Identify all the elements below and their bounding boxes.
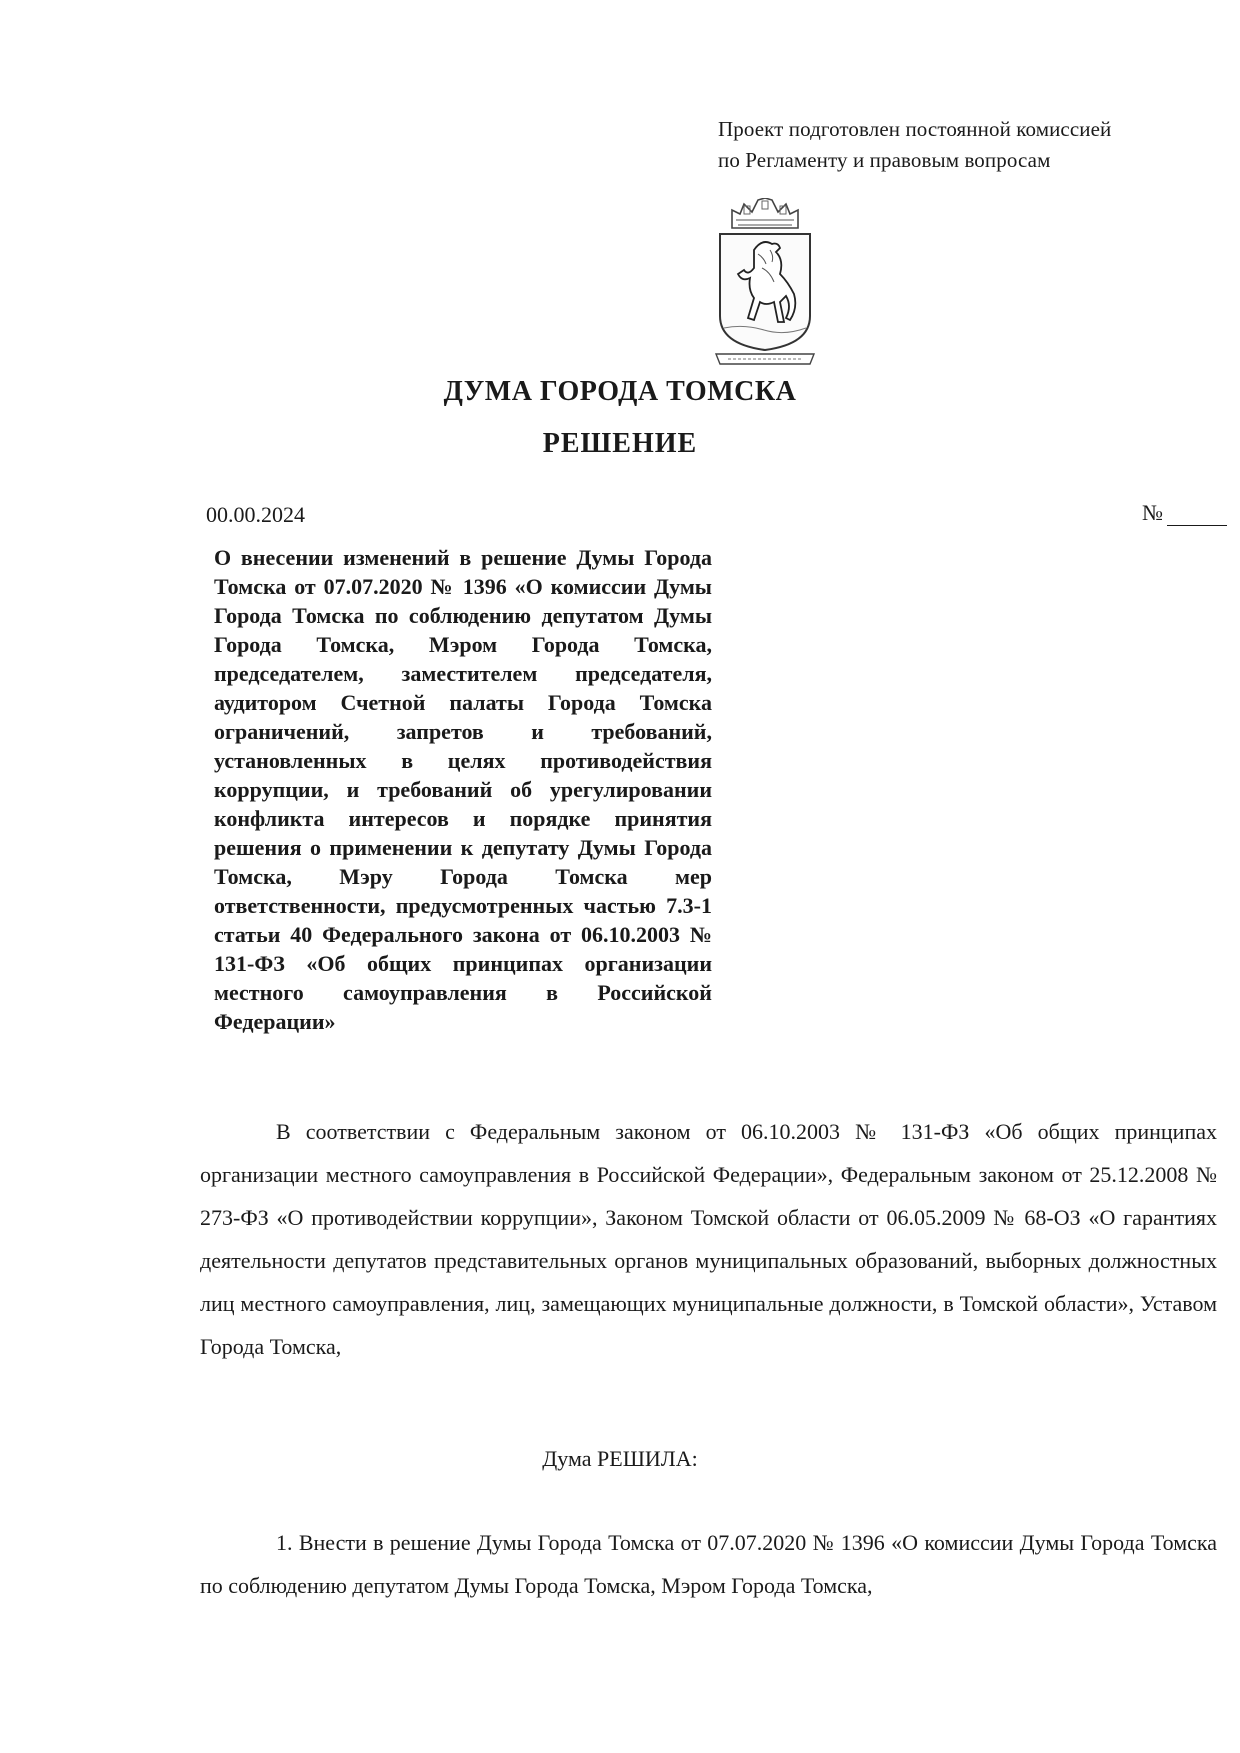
resolved-heading: Дума РЕШИЛА: <box>542 1446 698 1471</box>
preamble <box>200 1110 1217 1368</box>
decision-date: 00.00.2024 <box>206 502 305 527</box>
number-label: № <box>1142 500 1163 525</box>
preamble-paragraph: В соответствии с Федеральным законом от 06.10.2003 № 131-ФЗ «Об общих принципах организации местного самоуправления в Российской Федерации», Федеральным законом от 25.12.2008 № 273-ФЗ «О противодействии коррупции», Законом Томской области от 06.05.2009 № 68-ОЗ «О гарантиях деятельности депутатов представительных органов муниципальных образований, выборных должностных лиц местного самоуправления, лиц, замещающих муниципальные должности, в Томской области», Уставом Города Томска, <box>200 1119 1217 1359</box>
organization-title: ДУМА ГОРОДА ТОМСКА <box>443 376 797 407</box>
decision-item-1 <box>200 1521 1217 1607</box>
decision-item-1-text: 1. Внести в решение Думы Города Томска от 07.07.2020 № 1396 «О комиссии Думы Города Томска по соблюдению депутатом Думы Города Томска, Мэром Города Томска, <box>200 1530 1217 1598</box>
prepared-by-line-2: по Регламенту и правовым вопросам <box>718 148 1051 172</box>
prepared-by-line-1: Проект подготовлен постоянной комиссией <box>718 117 1112 141</box>
prepared-by-note <box>718 114 1111 176</box>
decision-subject: О внесении изменений в решение Думы Города Томска от 07.07.2020 № 1396 «О комиссии Думы Города Томска по соблюдению депутатом Думы Города Томска, Мэром Города Томска, председателем, заместителем председателя, аудитором Счетной палаты Города Томска ограничений, запретов и требований, установленных в целях противодействия коррупции, и требований об урегулировании конфликта интересов и порядке принятия решения о применении к депутату Думы Города Томска, Мэру Города Томска мер ответственности, предусмотренных частью 7.3-1 статьи 40 Федерального закона от 06.10.2003 № 131-ФЗ «Об общих принципах организации местного самоуправления в Российской Федерации» <box>214 545 712 1034</box>
tomsk-coat-of-arms-icon <box>714 198 816 366</box>
decision-number <box>1142 500 1227 526</box>
document-kind-title: РЕШЕНИЕ <box>542 428 698 459</box>
number-blank-line <box>1167 503 1227 526</box>
